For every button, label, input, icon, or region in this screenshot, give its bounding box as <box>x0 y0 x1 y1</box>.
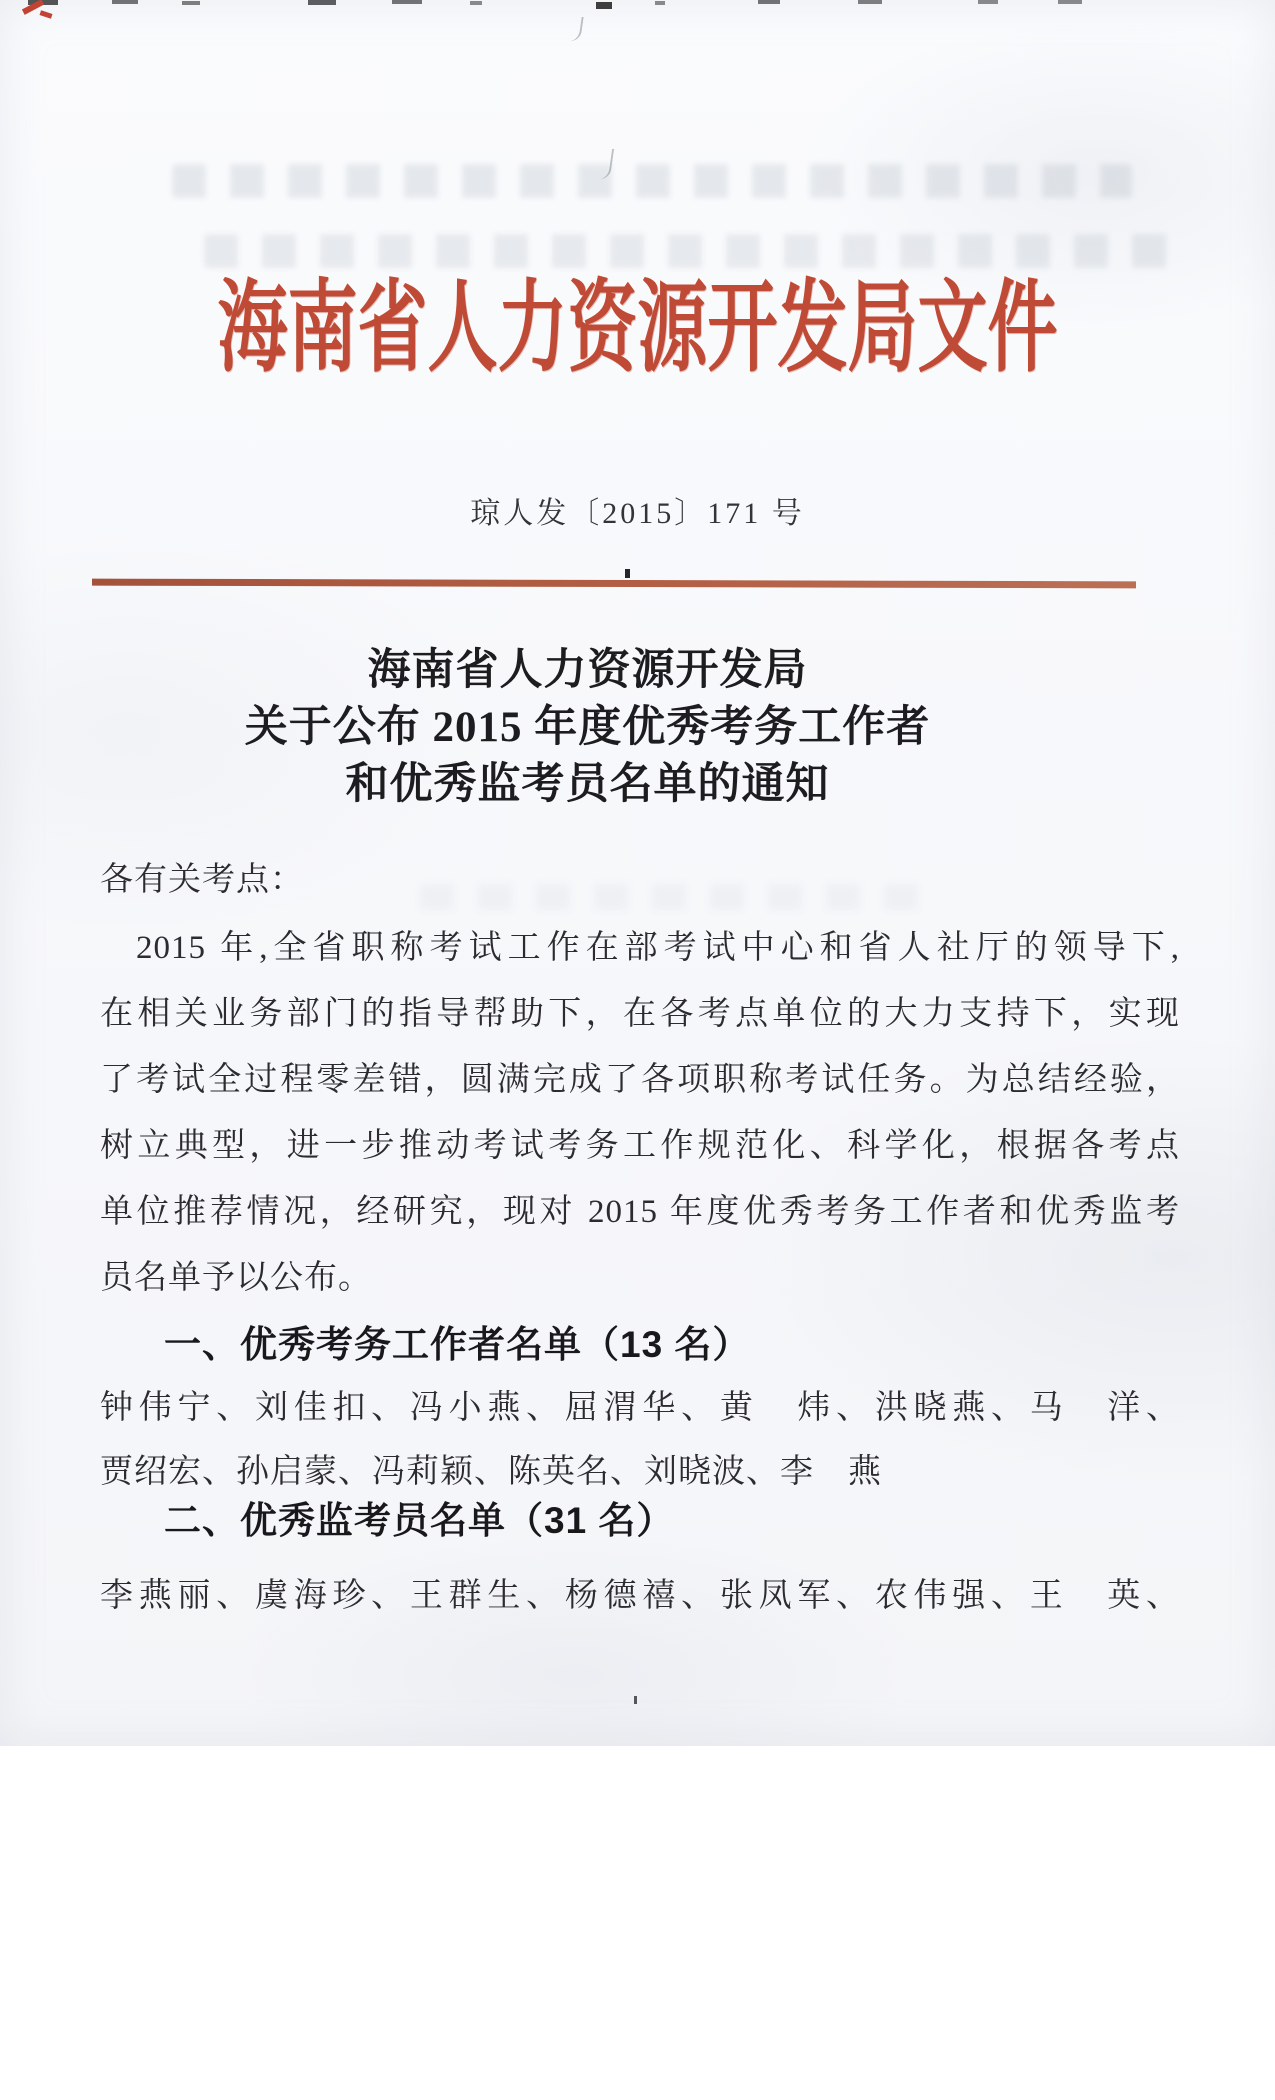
section-1-names-line: 贾绍宏、孙启蒙、冯莉颖、陈英名、刘晓波、李 燕 <box>100 1454 882 1490</box>
salutation: 各有关考点： <box>100 862 304 898</box>
document-number: 琼人发〔2015〕171 号 <box>470 497 805 530</box>
scan-artifact <box>978 0 998 4</box>
section-1-names-line: 钟伟宁、刘佳扣、冯小燕、屈渭华、黄 炜、洪晓燕、马 洋、 <box>100 1390 1180 1426</box>
bleed-through-text <box>204 234 1184 268</box>
body-paragraph-line: 2015 年,全省职称考试工作在部考试中心和省人社厅的领导下, <box>136 930 1180 966</box>
body-paragraph-line: 单位推荐情况，经研究，现对 2015 年度优秀考务工作者和优秀监考 <box>100 1194 1180 1230</box>
scan-artifact <box>596 2 612 9</box>
notice-title <box>0 642 1175 813</box>
notice-title-line: 和优秀监考员名单的通知 <box>345 761 830 808</box>
notice-title-line: 海南省人力资源开发局 <box>367 647 808 694</box>
body-paragraph-line: 了考试全过程零差错，圆满完成了各项职称考试任务。为总结经验， <box>100 1062 1180 1098</box>
scan-artifact <box>625 569 630 578</box>
scan-artifact <box>182 1 200 5</box>
body-paragraph-line: 员名单予以公布。 <box>100 1260 372 1296</box>
red-pen-mark <box>40 10 53 18</box>
scan-artifact <box>758 0 780 4</box>
notice-title-line: 关于公布 2015 年度优秀考务工作者 <box>244 704 931 751</box>
body-paragraph-line: 在相关业务部门的指导帮助下，在各考点单位的大力支持下，实现 <box>100 996 1180 1032</box>
red-divider-rule <box>92 579 1136 589</box>
scan-artifact <box>1058 0 1082 4</box>
scan-artifact <box>470 1 482 5</box>
scan-artifact <box>634 1696 637 1704</box>
letterhead-title: 海南省人力资源开发局文件 <box>217 273 1058 384</box>
scan-artifact <box>858 0 882 4</box>
scan-artifact <box>568 15 584 42</box>
scan-artifact <box>392 0 422 4</box>
section-2-heading: 二、优秀监考员名单（31 名） <box>164 1500 675 1541</box>
section-1-heading: 一、优秀考务工作者名单（13 名） <box>164 1324 751 1365</box>
section-2-names-line: 李燕丽、虞海珍、王群生、杨德禧、张凤军、农伟强、王 英、 <box>100 1578 1180 1614</box>
scan-artifact <box>308 0 336 5</box>
scan-artifact <box>112 0 138 4</box>
page-margin-whitespace <box>0 1746 1275 2100</box>
body-paragraph-line: 树立典型，进一步推动考试考务工作规范化、科学化，根据各考点 <box>100 1128 1180 1164</box>
scan-artifact <box>655 1 665 5</box>
bleed-through-text <box>172 164 1132 198</box>
